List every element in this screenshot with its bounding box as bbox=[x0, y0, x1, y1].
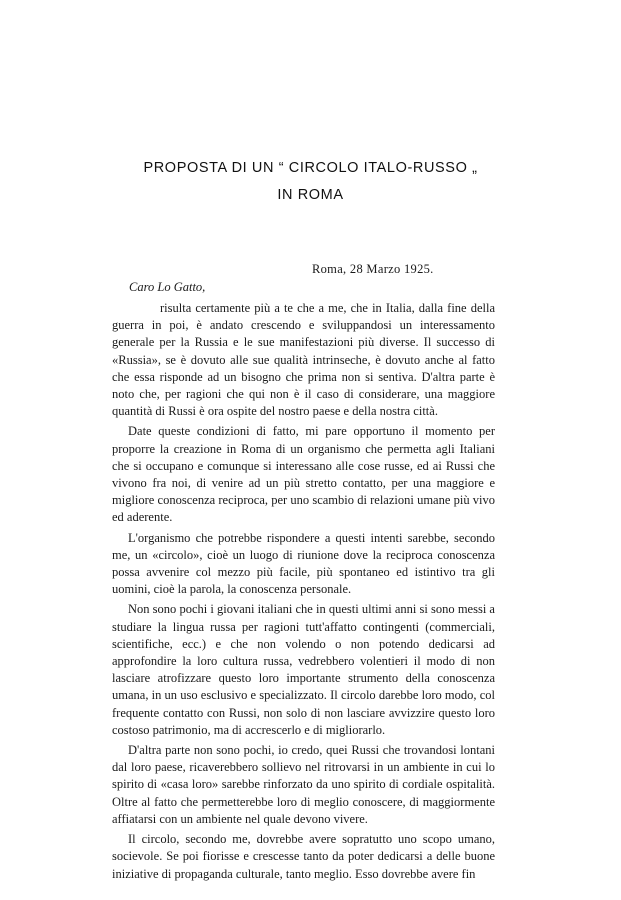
letter-dateline: Roma, 28 Marzo 1925. bbox=[312, 262, 434, 276]
body-paragraph: risulta certamente più a te che a me, che in Italia, dalla fine della guerra in poi, è andato crescendo e sviluppandosi un interessamento generale per la Russia e le sue manifestazioni più diverse. Il successo di «Russia», se è dovuto alle sue qualità intrinseche, è dovuto anche al fatto che essa risponde ad un bisogno che prima non si sentiva. D'altra parte è noto che, per ragioni che qui non è il caso di considerare, una maggiore quantità di Russi è ora ospite del nostro paese e della nostra città. bbox=[112, 301, 495, 419]
body-paragraph: D'altra parte non sono pochi, io credo, quei Russi che trovandosi lontani dal loro paese, ricaverebbero sollievo nel ritrovarsi in un ambiente in cui lo spirito di «casa loro» sarebbe rinforzato da uno spirito di cordiale ospitalità. Oltre al fatto che permetterebbe loro di meglio conoscere, di maggiormente affiatarsi con un ambiente nel quale devono vivere. bbox=[112, 743, 495, 826]
body-paragraph: Non sono pochi i giovani italiani che in questi ultimi anni si sono messi a studiare la lingua russa per ragioni tutt'affatto contingenti (commerciali, scientifiche, ecc.) e che non volendo o non potendo dedicarsi ad approfondire la loro cultura russa, vedrebbero volentieri il modo di non lasciare atrofizzare questo loro importante strumento della conoscenza umana, in un uso esclusivo e specializzato. Il circolo darebbe loro modo, col frequente contatto con Russi, non solo di non lasciare avvizzire questo loro costoso patrimonio, ma di accrescerlo e di migliorarlo. bbox=[112, 602, 495, 737]
body-paragraph: Date queste condizioni di fatto, mi pare opportuno il momento per proporre la creazione in Roma di un organismo che permetta agli Italiani che si occupano e comunque si interessano alle cose russe, ed ai Russi che vivono fra noi, di venire ad un più stretto contatto, per una maggiore e migliore conoscenza reciproca, per uno scambio di relazioni umane più vivo ed aderente. bbox=[112, 424, 495, 525]
letter-salutation: Caro Lo Gatto, bbox=[129, 280, 206, 294]
body-paragraph: Il circolo, secondo me, dovrebbe avere sopratutto uno scopo umano, socievole. Se poi fiorisse e crescesse tanto da poter dedicarsi a delle buone iniziative di propaganda culturale, tanto meglio. Esso dovrebbe avere fin bbox=[112, 832, 495, 881]
body-paragraph: L'organismo che potrebbe rispondere a questi intenti sarebbe, secondo me, un «circolo», cioè un luogo di riunione dove la reciproca conoscenza possa avvenire col mezzo più facile, più spontaneo ed istintivo tra gli uomini, cioè la parola, la conoscenza personale. bbox=[112, 530, 495, 597]
article-title: PROPOSTA DI UN “ CIRCOLO ITALO-RUSSO „ bbox=[143, 160, 478, 176]
article-title-line2: IN ROMA bbox=[277, 187, 344, 203]
letter-body bbox=[112, 300, 495, 886]
